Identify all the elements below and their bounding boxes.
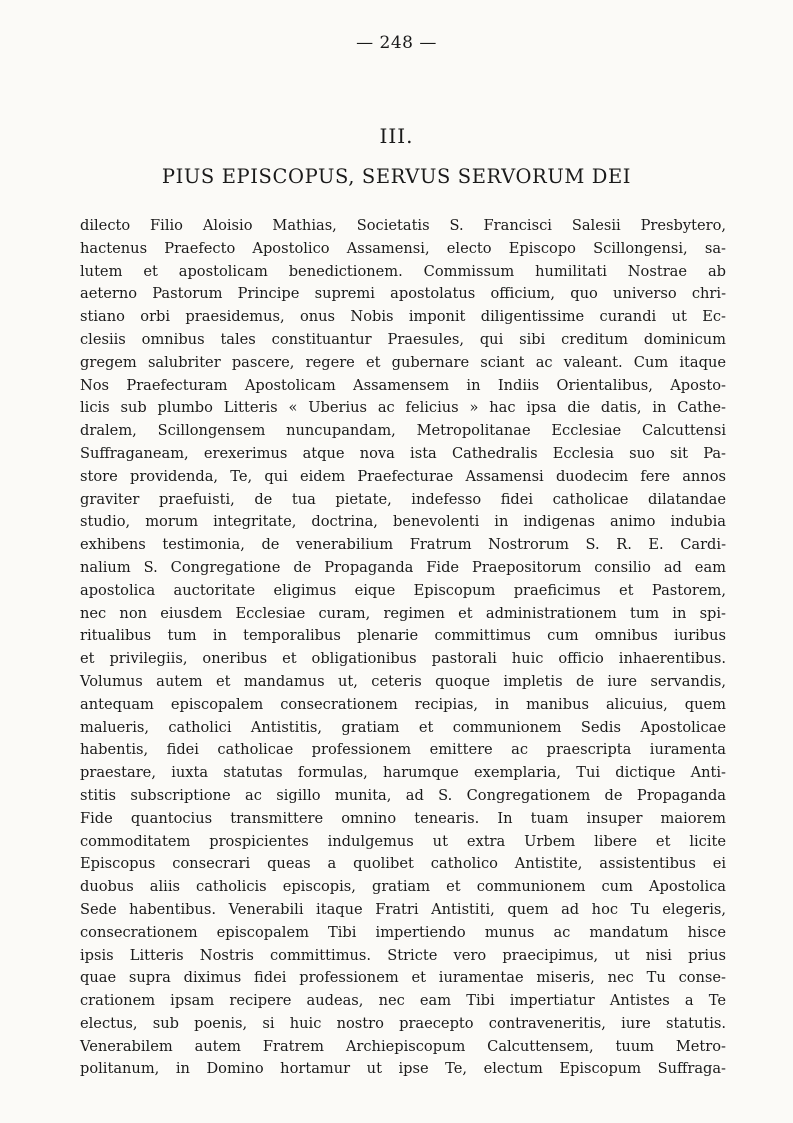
- page-number: — 248 —: [356, 33, 437, 53]
- document-title: PIUS EPISCOPUS, SERVUS SERVORUM DEI: [161, 165, 632, 188]
- body-line: politanum, in Domino hortamur ut ipse Te, electum Episcopum Suffraga-: [80, 1060, 726, 1078]
- body-line: crationem ipsam recipere audeas, nec eam Tibi impertiatur Antistes a Te: [80, 992, 726, 1010]
- body-line: malueris, catholici Antistitis, gratiam et communionem Sedis Apostolicae: [80, 718, 726, 736]
- body-line: duobus aliis catholicis episcopis, gratiam et communionem cum Apostolica: [80, 878, 726, 896]
- body-text: [80, 215, 726, 1081]
- body-line: stitis subscriptione ac sigillo munita, ad S. Congregationem de Propaganda: [80, 786, 726, 804]
- body-line: Volumus autem et mandamus ut, ceteris quoque impletis de iure servandis,: [80, 672, 726, 690]
- body-line: nec non eiusdem Ecclesiae curam, regimen et administrationem tum in spi-: [80, 604, 726, 622]
- body-line: Suffraganeam, erexerimus atque nova ista Cathedralis Ecclesia suo sit Pa-: [80, 444, 726, 462]
- body-line: consecrationem episcopalem Tibi impertiendo munus ac mandatum hisce: [80, 923, 726, 941]
- body-line: hactenus Praefecto Apostolico Assamensi, electo Episcopo Scillongensi, sa-: [80, 239, 726, 257]
- body-line: ipsis Litteris Nostris committimus. Stricte vero praecipimus, ut nisi prius: [80, 946, 726, 964]
- body-line: studio, morum integritate, doctrina, benevolenti in indigenas animo indubia: [80, 513, 726, 531]
- body-line: lutem et apostolicam benedictionem. Commissum humilitati Nostrae ab: [80, 262, 726, 280]
- body-line: gregem salubriter pascere, regere et gubernare sciant ac valeant. Cum itaque: [80, 353, 726, 371]
- body-line: Episcopus consecrari queas a quolibet catholico Antistite, assistentibus ei: [80, 855, 726, 873]
- body-line: et privilegiis, oneribus et obligationibus pastorali huic officio inhaerentibus.: [80, 650, 726, 668]
- body-line: store providenda, Te, qui eidem Praefecturae Assamensi duodecim fere annos: [80, 467, 726, 485]
- body-line: dilecto Filio Aloisio Mathias, Societatis S. Francisci Salesii Presbytero,: [80, 217, 726, 234]
- body-line: apostolica auctoritate eligimus eique Episcopum praeficimus et Pastorem,: [80, 581, 726, 599]
- body-line: clesiis omnibus tales constituantur Praesules, qui sibi creditum dominicum: [80, 330, 726, 348]
- body-line: Venerabilem autem Fratrem Archiepiscopum Calcuttensem, tuum Metro-: [80, 1037, 726, 1055]
- body-line: dralem, Scillongensem nuncupandam, Metropolitanae Ecclesiae Calcuttensi: [80, 422, 726, 440]
- body-line: Fide quantocius transmittere omnino tenearis. In tuam insuper maiorem: [80, 809, 726, 827]
- body-line: exhibens testimonia, de venerabilium Fratrum Nostrorum S. R. E. Cardi-: [80, 536, 726, 554]
- body-line: antequam episcopalem consecrationem recipias, in manibus alicuius, quem: [80, 695, 726, 713]
- section-number: III.: [379, 124, 414, 148]
- body-line: nalium S. Congregatione de Propaganda Fide Praepositorum consilio ad eam: [80, 558, 726, 576]
- body-line: commoditatem prospicientes indulgemus ut extra Urbem libere et licite: [80, 832, 726, 850]
- body-line: Nos Praefecturam Apostolicam Assamensem in Indiis Orientalibus, Aposto-: [80, 376, 726, 394]
- body-line: electus, sub poenis, si huic nostro praecepto contraveneritis, iure statutis.: [80, 1014, 726, 1032]
- body-line: ritualibus tum in temporalibus plenarie committimus cum omnibus iuribus: [80, 627, 726, 645]
- body-line: stiano orbi praesidemus, onus Nobis imponit diligentissime curandi ut Ec-: [80, 308, 726, 326]
- body-line: habentis, fidei catholicae professionem emittere ac praescripta iuramenta: [80, 741, 726, 759]
- body-line: Sede habentibus. Venerabili itaque Fratri Antistiti, quem ad hoc Tu elegeris,: [80, 900, 726, 918]
- body-line: praestare, iuxta statutas formulas, harumque exemplaria, Tui dictique Anti-: [80, 764, 726, 782]
- body-line: aeterno Pastorum Principe supremi apostolatus officium, quo universo chri-: [80, 285, 726, 303]
- body-line: licis sub plumbo Litteris « Uberius ac felicius » hac ipsa die datis, in Cathe-: [80, 399, 726, 417]
- body-line: quae supra diximus fidei professionem et iuramentae miseris, nec Tu conse-: [80, 969, 726, 987]
- body-line: graviter praefuisti, de tua pietate, indefesso fidei catholicae dilatandae: [80, 490, 726, 508]
